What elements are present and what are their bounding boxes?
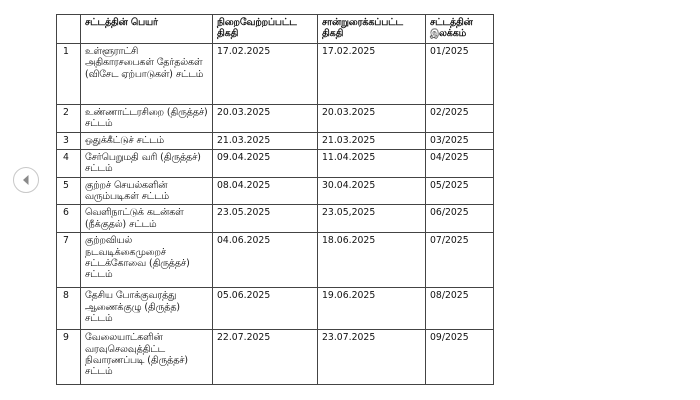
table-header-row (57, 15, 494, 44)
act-name: உள்ளூராட்சி அதிகாரசபைகள் தேர்தல்கள் (விசேட ஏற்பாடுகள்) சட்டம் (81, 44, 213, 105)
row-number: 8 (57, 288, 81, 330)
row-number: 6 (57, 205, 81, 233)
row-number: 4 (57, 149, 81, 177)
act-number: 06/2025 (426, 205, 494, 233)
header-certified-date: சான்றுரைக்கப்பட்ட திகதி (318, 15, 426, 44)
certified-date: 11.04.2025 (318, 149, 426, 177)
passed-date: 22.07.2025 (213, 330, 318, 385)
passed-date: 09.04.2025 (213, 149, 318, 177)
row-number: 1 (57, 44, 81, 105)
act-name: குற்றச் செயல்களின் வரும்படிகள் சட்டம் (81, 177, 213, 205)
act-number: 02/2025 (426, 105, 494, 133)
act-number: 03/2025 (426, 132, 494, 149)
certified-date: 23.05,2025 (318, 205, 426, 233)
table-row (57, 233, 494, 288)
header-number (57, 15, 81, 44)
chevron-left-icon (21, 174, 31, 186)
act-name: சேர்பெறுமதி வரி (திருத்தச்) சட்டம் (81, 149, 213, 177)
passed-date: 21.03.2025 (213, 132, 318, 149)
act-name: தேசிய போக்குவரத்து ஆணைக்குழு (திருத்த) சட்டம் (81, 288, 213, 330)
header-passed-date: நிறைவேற்றப்பட்ட திகதி (213, 15, 318, 44)
act-name: வெளிநாட்டுக் கடன்கள் (நீக்குதல்) சட்டம் (81, 205, 213, 233)
act-number: 09/2025 (426, 330, 494, 385)
table-row (57, 205, 494, 233)
act-name: உண்ணாட்டரசிறை (திருத்தச்) சட்டம் (81, 105, 213, 133)
table-row (57, 177, 494, 205)
table-row (57, 288, 494, 330)
act-name: ஒதுக்கீட்டுச் சட்டம் (81, 132, 213, 149)
act-number: 04/2025 (426, 149, 494, 177)
act-name: வேலையாட்களின் வரவுசெலவுத்திட்ட நிவாரணப்படி (திருத்தச்) சட்டம் (81, 330, 213, 385)
act-number: 01/2025 (426, 44, 494, 105)
act-number: 05/2025 (426, 177, 494, 205)
certified-date: 30.04.2025 (318, 177, 426, 205)
header-act-name: சட்டத்தின் பெயர் (81, 15, 213, 44)
passed-date: 20.03.2025 (213, 105, 318, 133)
acts-table (56, 14, 494, 385)
row-number: 3 (57, 132, 81, 149)
row-number: 5 (57, 177, 81, 205)
certified-date: 20.03.2025 (318, 105, 426, 133)
certified-date: 17.02.2025 (318, 44, 426, 105)
act-number: 07/2025 (426, 233, 494, 288)
passed-date: 05.06.2025 (213, 288, 318, 330)
passed-date: 08.04.2025 (213, 177, 318, 205)
certified-date: 23.07.2025 (318, 330, 426, 385)
row-number: 9 (57, 330, 81, 385)
certified-date: 19.06.2025 (318, 288, 426, 330)
certified-date: 18.06.2025 (318, 233, 426, 288)
passed-date: 17.02.2025 (213, 44, 318, 105)
table-row (57, 132, 494, 149)
certified-date: 21.03.2025 (318, 132, 426, 149)
passed-date: 04.06.2025 (213, 233, 318, 288)
table-row (57, 330, 494, 385)
act-name: குற்றவியல் நடவடிக்கைமுறைச் சட்டக்கோவை (திருத்தச்) சட்டம் (81, 233, 213, 288)
row-number: 7 (57, 233, 81, 288)
row-number: 2 (57, 105, 81, 133)
previous-button[interactable] (13, 167, 39, 193)
act-number: 08/2025 (426, 288, 494, 330)
table-row (57, 149, 494, 177)
table-row (57, 44, 494, 105)
header-act-number: சட்டத்தின் இலக்கம் (426, 15, 494, 44)
passed-date: 23.05.2025 (213, 205, 318, 233)
table-row (57, 105, 494, 133)
